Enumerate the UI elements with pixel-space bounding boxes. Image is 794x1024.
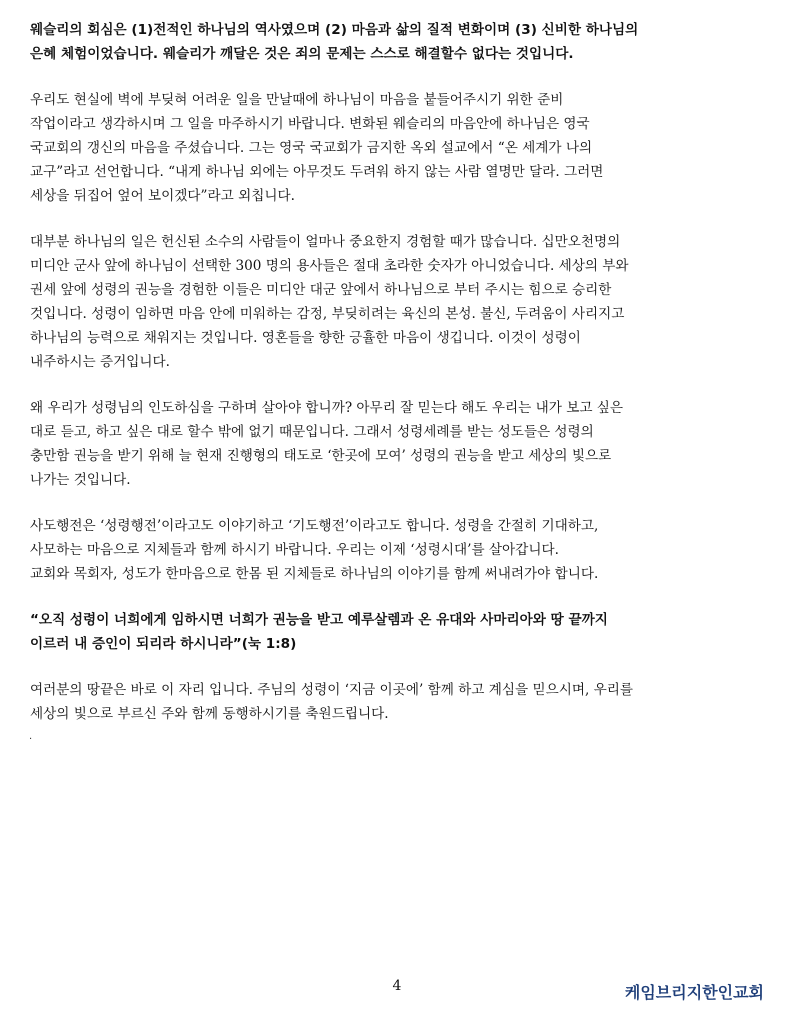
paragraph-acts — [30, 514, 766, 586]
text-line: 국교회의 갱신의 마음을 주셨습니다. 그는 영국 국교회가 금지한 옥외 설교에서 “온 세계가 나의 — [30, 140, 593, 156]
text-line: 작업이라고 생각하시며 그 일을 마주하시기 바랍니다. 변화된 웨슬리의 마음안에 하나님은 영국 — [30, 116, 590, 132]
text-line: 하나님의 능력으로 채워지는 것입니다. 영혼들을 향한 긍휼한 마음이 생깁니다. 이것이 성령이 — [30, 330, 581, 346]
text-line: 것입니다. 성령이 임하면 마음 안에 미워하는 감정, 부딪히려는 육신의 본성. 불신, 두려움이 사리지고 — [30, 306, 625, 322]
paragraph-devoted-few — [30, 230, 766, 374]
text-line: 대부분 하나님의 일은 헌신된 소수의 사람들이 얼마나 중요한지 경험할 때가 많습니다. 십만오천명의 — [30, 234, 621, 250]
paragraph-spirit-guidance — [30, 396, 766, 492]
paragraph-reality-walls — [30, 88, 766, 208]
scripture-quote — [30, 608, 766, 656]
text-line: 대로 듣고, 하고 싶은 대로 할수 밖에 없기 때문입니다. 그래서 성령세례를 받는 성도들은 성령의 — [30, 424, 594, 440]
paragraph-closing-blessing — [30, 678, 766, 726]
text-line: 나가는 것입니다. — [30, 472, 131, 488]
text-line: 여러분의 땅끝은 바로 이 자리 입니다. 주님의 성령이 ‘지금 이곳에’ 함께 하고 계심을 믿으시며, 우리를 — [30, 682, 634, 698]
text-line: 은혜 체험이었습니다. 웨슬리가 깨달은 것은 죄의 문제는 스스로 해결할수 없다는 것입니다. — [30, 46, 574, 62]
text-line: 사도행전은 ‘성령행전’이라고도 이야기하고 ‘기도행전’이라고도 합니다. 성령을 간절히 기대하고, — [30, 518, 599, 534]
text-line: 이르러 내 증인이 되리라 하시니라”(눅 1:8) — [30, 636, 297, 652]
text-line: “오직 성령이 너희에게 임하시면 너희가 권능을 받고 예루살렘과 온 유대와 사마리아와 땅 끝까지 — [30, 612, 608, 628]
text-line: 세상의 빛으로 부르신 주와 함께 동행하시기를 축원드립니다. — [30, 706, 389, 722]
text-line: 교회와 목회자, 성도가 한마음으로 한몸 된 지체들로 하나님의 이야기를 함께 써내려가야 합니다. — [30, 566, 599, 582]
text-line: 충만함 권능을 받기 위해 늘 현재 진행형의 태도로 ‘한곳에 모여’ 성령의 권능을 받고 세상의 빛으로 — [30, 448, 612, 464]
text-line: 웨슬리의 회심은 (1)전적인 하나님의 역사였으며 (2) 마음과 삶의 질적 변화이며 (3) 신비한 하나님의 — [30, 22, 639, 38]
text-line: 권세 앞에 성령의 권능을 경험한 이들은 미디안 대군 앞에서 하나님으로 부터 주시는 힘으로 승리한 — [30, 282, 612, 298]
text-line: 왜 우리가 성령님의 인도하심을 구하며 살아야 합니까? 아무리 잘 믿는다 해도 우리는 내가 보고 싶은 — [30, 400, 624, 416]
text-line: 사모하는 마음으로 지체들과 함께 하시기 바랍니다. 우리는 이제 ‘성령시대’를 살아갑니다. — [30, 542, 559, 558]
text-line: 교구”라고 선언합니다. “내게 하나님 외에는 아무것도 두려워 하지 않는 사람 열명만 달라. 그러면 — [30, 164, 604, 180]
text-line: 세상을 뒤집어 엎어 보이겠다”라고 외칩니다. — [30, 188, 295, 204]
text-line: 미디안 군사 앞에 하나님이 선택한 300 명의 용사들은 절대 초라한 숫자가 아니었습니다. 세상의 부와 — [30, 258, 629, 274]
stray-mark: . — [29, 731, 33, 742]
document-body — [30, 18, 766, 748]
page-number: 4 — [392, 978, 402, 994]
church-name: 케임브리지한인교회 — [624, 983, 764, 1002]
text-line: 내주하시는 증거입니다. — [30, 354, 170, 370]
paragraph-wesley-conversion — [30, 18, 766, 66]
text-line: 우리도 현실에 벽에 부딪혀 어려운 일을 만날때에 하나님이 마음을 붙들어주시기 위한 준비 — [30, 92, 564, 108]
